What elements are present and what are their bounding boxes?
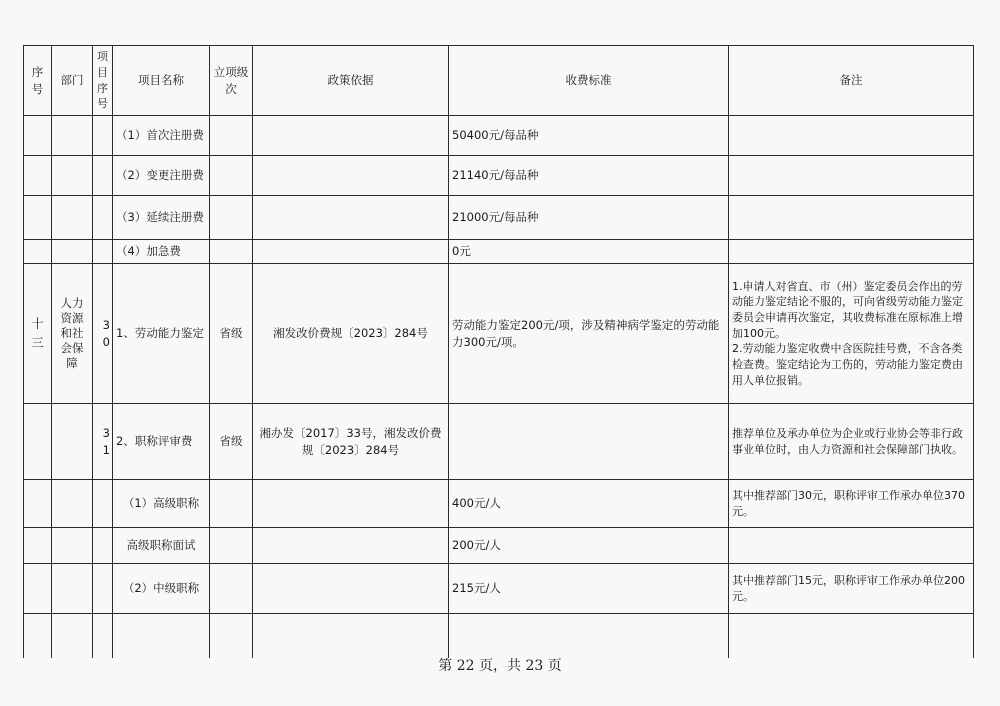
fee-standard: 21140元/每品种	[449, 156, 729, 196]
fee-standard: 50400元/每品种	[449, 116, 729, 156]
table-row	[24, 564, 974, 614]
remarks: 其中推荐部门30元，职称评审工作承办单位370元。	[729, 480, 974, 528]
item-name: 2、职称评审费	[113, 404, 210, 480]
item-seq: 31	[93, 404, 113, 480]
table-row	[24, 196, 974, 240]
fee-standard: 0元	[449, 240, 729, 264]
level: 省级	[210, 404, 253, 480]
header-dept: 部门	[52, 46, 93, 116]
item-name: 1、劳动能力鉴定	[113, 264, 210, 404]
header-note: 备注	[729, 46, 974, 116]
fee-standard: 200元/人	[449, 528, 729, 564]
policy-basis: 湘发改价费规〔2023〕284号	[253, 264, 449, 404]
item-name: （1）首次注册费	[113, 116, 210, 156]
table-row	[24, 264, 974, 404]
item-seq: 30	[93, 264, 113, 404]
fee-standard: 21000元/每品种	[449, 196, 729, 240]
header-policy: 政策依据	[253, 46, 449, 116]
item-name: （2）变更注册费	[113, 156, 210, 196]
table-row	[24, 480, 974, 528]
fee-standard: 215元/人	[449, 564, 729, 614]
table-row	[24, 116, 974, 156]
policy-basis: 湘办发〔2017〕33号，湘发改价费规〔2023〕284号	[253, 404, 449, 480]
item-name: （2）中级职称	[113, 564, 210, 614]
table-row	[24, 528, 974, 564]
fee-standard: 400元/人	[449, 480, 729, 528]
item-name: （4）加急费	[113, 240, 210, 264]
remarks: 推荐单位及承办单位为企业或行业协会等非行政事业单位时，由人力资源和社会保障部门执收。	[729, 404, 974, 480]
page-number: 第 22 页，共 23 页	[438, 658, 562, 674]
table-row-bleed	[24, 614, 974, 658]
table-row	[24, 404, 974, 480]
item-name: （1）高级职称	[113, 480, 210, 528]
header-seq: 序号	[24, 46, 52, 116]
table-row	[24, 156, 974, 196]
remarks: 1.申请人对省直、市（州）鉴定委员会作出的劳动能力鉴定结论不服的，可向省级劳动能力鉴定委员会申请再次鉴定，其收费标准在原标准上增加100元。 2.劳动能力鉴定收费中含医院挂号费，不含各类检查费。鉴定结论为工伤的，劳动能力鉴定费由用人单位报销。	[729, 264, 974, 404]
header-fee: 收费标准	[449, 46, 729, 116]
level: 省级	[210, 264, 253, 404]
header-item-name: 项目名称	[113, 46, 210, 116]
department: 人力资源和社会保障	[52, 264, 93, 404]
header-item-seq: 项目序号	[93, 46, 113, 116]
table-row	[24, 240, 974, 264]
fee-standard: 劳动能力鉴定200元/项，涉及精神病学鉴定的劳动能力300元/项。	[449, 264, 729, 404]
fee-table	[23, 45, 974, 658]
category-seq: 十三	[24, 264, 52, 404]
item-name: （3）延续注册费	[113, 196, 210, 240]
header-row	[24, 46, 974, 116]
header-level: 立项级次	[210, 46, 253, 116]
remarks: 其中推荐部门15元，职称评审工作承办单位200元。	[729, 564, 974, 614]
item-name: 高级职称面试	[113, 528, 210, 564]
